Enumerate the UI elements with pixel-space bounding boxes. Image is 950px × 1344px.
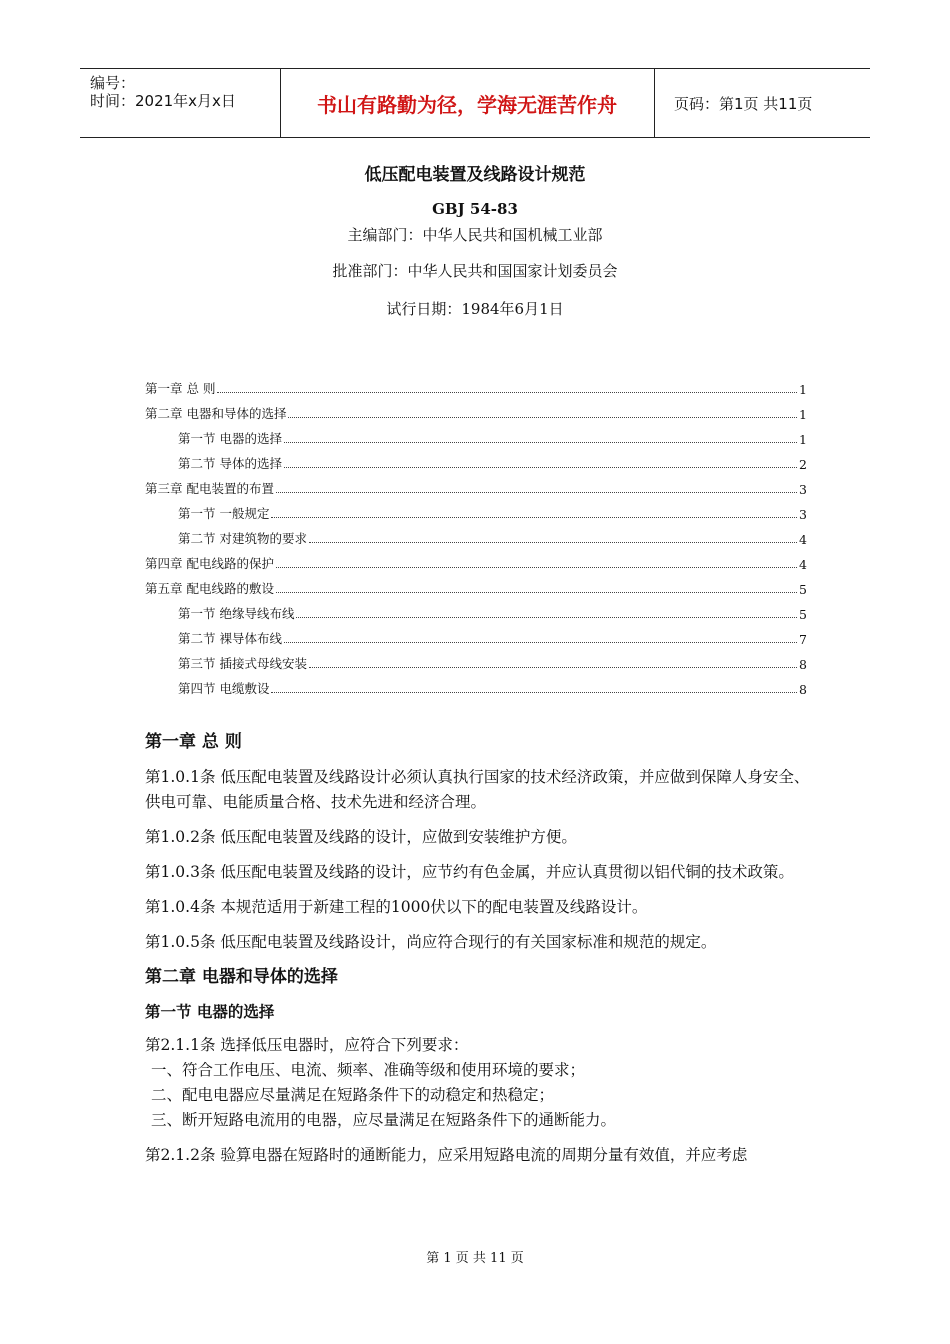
list-item: 二、配电电器应尽量满足在短路条件下的动稳定和热稳定； bbox=[151, 1086, 555, 1104]
toc-item[interactable]: 第三节 插接式母线安装 8 bbox=[178, 656, 807, 672]
section-heading: 第一节 电器的选择 bbox=[145, 1003, 275, 1021]
doc-code: GBJ 54-83 bbox=[432, 200, 518, 218]
clause-paragraph: 第2.1.1条 选择低压电器时，应符合下列要求： bbox=[145, 1036, 469, 1054]
clause-paragraph: 第1.0.2条 低压配电装置及线路的设计，应做到安装维护方便。 bbox=[145, 828, 577, 846]
toc-item[interactable]: 第一节 绝缘导线布线 5 bbox=[178, 606, 807, 622]
document-body bbox=[145, 730, 810, 1178]
toc-item[interactable]: 第一节 电器的选择 1 bbox=[178, 431, 807, 447]
doc-editor: 主编部门：中华人民共和国机械工业部 bbox=[347, 226, 603, 244]
time-label: 时间：2021年x月x日 bbox=[90, 92, 236, 110]
list-item: 三、断开短路电流用的电器，应尽量满足在短路条件下的通断能力。 bbox=[151, 1111, 617, 1129]
toc-item[interactable]: 第二节 对建筑物的要求 4 bbox=[178, 531, 807, 547]
toc-item[interactable]: 第一节 一般规定 3 bbox=[178, 506, 807, 522]
header-divider bbox=[654, 69, 655, 137]
toc-item[interactable]: 第四节 电缆敷设 8 bbox=[178, 681, 807, 697]
toc-item[interactable]: 第五章 配电线路的敷设 5 bbox=[145, 581, 807, 597]
toc-item[interactable]: 第四章 配电线路的保护 4 bbox=[145, 556, 807, 572]
clause-paragraph: 第1.0.5条 低压配电装置及线路设计，尚应符合现行的有关国家标准和规范的规定。 bbox=[145, 933, 717, 951]
header-motto: 书山有路勤为径，学海无涯苦作舟 bbox=[317, 92, 617, 117]
page-footer: 第 1 页 共 11 页 bbox=[426, 1251, 524, 1266]
chapter-heading: 第一章 总 则 bbox=[145, 732, 242, 752]
toc-item[interactable]: 第二章 电器和导体的选择 1 bbox=[145, 406, 807, 422]
doc-approver: 批准部门：中华人民共和国国家计划委员会 bbox=[332, 262, 618, 280]
header-meta bbox=[80, 69, 280, 137]
clause-paragraph: 第1.0.4条 本规范适用于新建工程的1000伏以下的配电装置及线路设计。 bbox=[145, 898, 648, 916]
number-label: 编号： bbox=[90, 74, 136, 92]
table-of-contents bbox=[145, 372, 807, 697]
clause-paragraph: 第1.0.1条 低压配电装置及线路设计必须认真执行国家的技术经济政策，并应做到保障人身安全、供电可靠、电能质量合格、技术先进和经济合理。 bbox=[145, 768, 810, 811]
chapter-heading: 第二章 电器和导体的选择 bbox=[145, 967, 338, 987]
page-header bbox=[80, 68, 870, 138]
clause-paragraph: 第2.1.2条 验算电器在短路时的通断能力，应采用短路电流的周期分量有效值，并应考虑 bbox=[145, 1146, 748, 1164]
header-page-info: 页码：第1页 共11页 bbox=[674, 94, 813, 113]
doc-title: 低压配电装置及线路设计规范 bbox=[364, 165, 586, 185]
clause-paragraph: 第1.0.3条 低压配电装置及线路的设计，应节约有色金属，并应认真贯彻以铝代铜的技术政策。 bbox=[145, 863, 794, 881]
doc-trial-date: 试行日期：1984年6月1日 bbox=[386, 300, 564, 318]
toc-item[interactable]: 第二节 裸导体布线 7 bbox=[178, 631, 807, 647]
toc-item[interactable]: 第一章 总 则 1 bbox=[145, 381, 807, 397]
toc-item[interactable]: 第二节 导体的选择 2 bbox=[178, 456, 807, 472]
toc-item[interactable]: 第三章 配电装置的布置 3 bbox=[145, 481, 807, 497]
list-item: 一、符合工作电压、电流、频率、准确等级和使用环境的要求； bbox=[151, 1061, 586, 1079]
